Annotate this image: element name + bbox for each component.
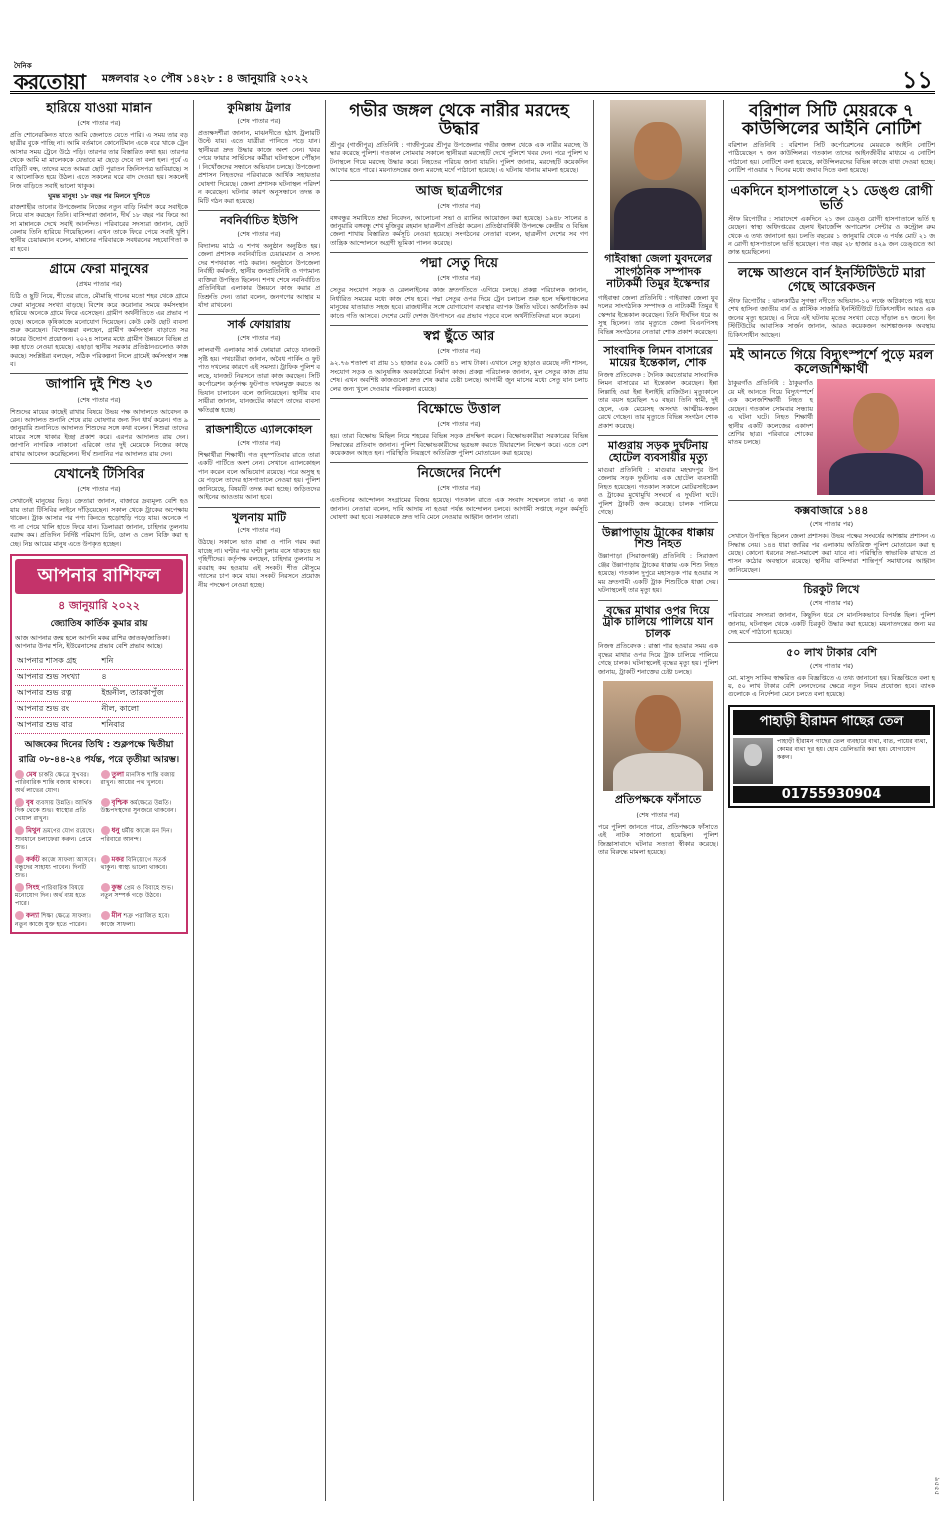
list-item [101,883,184,908]
article-body: এতদিনের আন্দোলন সংগ্রামের বিজয় হয়েছে। গতকাল রাতে এক সংবাদ সম্মেলনে তারা এ কথা জানান। নেতারা বলেন, দাবি আদায় না হওয়া পর্যন্ত আন্দোলন চলবে। আগামী সপ্তাহে নতুন কর্মসূচি ঘোষণা করা হবে। সরকারকে দ্রুত দাবি মেনে নেওয়ার আহ্বান জানান তারা। [330,496,588,522]
list-item [15,798,98,823]
article-old-man-truck [598,605,718,676]
list-item [101,770,184,795]
table-cell: শনিবার [100,717,183,733]
continuation-note: (শেষ পাতার পর) [809,599,854,608]
article-saarc-fountain [198,319,320,414]
article-headline: হারিয়ে যাওয়া মান্নান [46,101,152,116]
table-cell: আপনার শাসক গ্রহ [15,654,100,670]
continuation-note: (শেষ পাতার পর) [77,485,121,494]
table-cell: আপনার শুভ রত্ন [15,685,100,701]
article-headline: উল্লাপাড়ায় ট্রাকের ধাক্কায় শিশু নিহত [602,525,714,551]
article-headline: মই আনতে গিয়ে বিদ্যুৎস্পর্শে পুড়ে মরল কলেজশিক্ষার্থী [729,348,934,378]
sign-text: চাকরি ক্ষেত্রে সুখবর। পারিবারিক শান্তি বজায় থাকবে। অর্থ লাভের যোগ। [15,771,91,795]
zodiac-icon [15,883,24,892]
article-headline: পদ্মা সেতু দিয়ে [420,256,498,272]
table-cell: ৪ [100,669,183,685]
table-row [15,701,183,717]
article-body: প্রতি শোনেরকিনত যাতে আমি জেলাতে যেতে পারি। এ সময় তার বড় ছাত্রীর বুকে পাচ্ছি না। আমি বর্তমানে কোনেটিমান একে বরে খাকে ট্রেন আসার সময় ট্রেনে উঠে পড়ি। তারপর তার বিস্তারিত কথা হয়। তারপর থেকে আমি মা মালেককে যেভাবে মা ছেড়ে দেবে তা বলা হল। পূর্বে এ বাড়িটি বন্ধ, তাদের মতে আমরা ছোট পুরাতন জিনিসপত্র ভাবিয়াছে। সব আলোকিত হয়ে উঠল। এতে সকলের ঘরে বাদ দেওয়া হয়। সকলেই নিজ বাড়িতে সবাই ভালো থাকুক। [10,131,188,190]
column-5 [728,100,935,1501]
article-japani-shishu [10,378,188,458]
article-50-lakh [728,647,935,699]
article-coxsbazar-144 [728,505,935,574]
article-headline: আজ ছাত্রলীগের [415,183,503,199]
article-body: হয়। তারা বিক্ষোভ মিছিল নিয়ে শহরের বিভিন্ন সড়ক প্রদক্ষিণ করেন। বিক্ষোভকারীরা সরকারের বিভিন্ন সিদ্ধান্তের প্রতিবাদ জানান। পুলিশ বিক্ষোভকারীদের ছত্রভঙ্গ করতে টিয়ারশেল নিক্ষেপ করে। এতে বেশ কয়েকজন আহত হন। পরিস্থিতি নিয়ন্ত্রণে অতিরিক্ত পুলিশ মোতায়েন করা হয়েছে। [330,432,588,457]
sign-name: ধনু [111,826,120,835]
dateline: মঙ্গলবার ২০ পৌষ ১৪২৮ : ৪ জানুয়ারি ২০২২ [102,72,309,85]
sign-text: ব্যবসায় উন্নতি। আর্থিক দিক থেকে শুভ। স্বাস্থ্যের প্রতি খেয়াল রাখুন। [15,799,93,823]
article-body: স্টাফ রিপোর্টার : ঝালকাঠির সুগন্ধা নদীতে অভিযান-১০ লঞ্চে অগ্নিকাণ্ডে দগ্ধ হয়ে শেখ হাসিনা জাতীয় বার্ন ও প্লাস্টিক সার্জারি ইনস্টিটিউটে চিকিৎসাধীন আরও একজনের মৃত্যু হয়েছে। এ নিয়ে এই ঘটনায় মৃতের সংখ্যা বেড়ে দাঁড়াল ৪৭ জনে। ইনস্টিটিউটের আবাসিক সার্জন জানান, আরও কয়েকজন আশঙ্কাজনক অবস্থায় চিকিৎসাধীন আছেন। [728,296,935,339]
divider [728,579,935,580]
sign-name: তুলা [111,770,124,779]
zodiac-icon [101,855,110,864]
zodiac-icon [15,798,24,807]
continuation-note: (শেষ পাতার পর) [77,395,121,404]
portrait-photo [817,379,935,495]
article-headline: কুমিল্লায় ট্রলার [227,101,291,114]
ad-text: পাহাড়ী হীরামন গাছের তেল ব্যবহারে ব্যথা, বাত, পায়ের ব্যথা, কোমর ব্যথা দূর হয়। হোম ডেলিভারি করা হয়। যোগাযোগ করুন। [777,737,928,761]
article-body: উল্লাপাড়া (সিরাজগঞ্জ) প্রতিনিধি : সিরাজগঞ্জের উল্লাপাড়ায় ট্রাকের ধাক্কায় এক শিশু নিহত হয়েছে। গতকাল দুপুরে মহাসড়ক পার হওয়ার সময় দ্রুতগামী একটি ট্রাক শিশুটিকে ধাক্কা দেয়। ঘটনাস্থলেই তার মৃত্যু হয়। [598,552,718,595]
divider [330,462,588,463]
article-headline: একদিনে হাসপাতালে ২১ ডেঙ্গু রোগী ভর্তি [730,183,933,213]
continuation-note: (শেষ পাতার পর) [77,119,121,128]
article-headline: গভীর জঙ্গল থেকে নারীর মরদেহ উদ্ধার [349,101,569,140]
article-row [728,379,935,495]
horoscope-intro: আজ আপনার জন্ম হলে আপনি মকর রাশির জাতক/জাতিকা। আপনার উপর শনি, ইউরেনাসের প্রভাব বেশি প্রভাব আছে। [15,633,170,651]
continuation-note: (শেষ পাতার পর) [636,810,680,819]
article-electrocution [728,349,935,495]
article-body: শিক্ষার্থীরা শিক্ষার্থী। গত বৃহস্পতিবার রাতে তারা একটি পার্টিতে অংশ নেন। সেখানে এ্যালকোহল পান করেন বলে অভিযোগ রয়েছে। পরে অসুস্থ হয়ে পড়লে তাদের হাসপাতালে নেওয়া হয়। পুলিশ জানিয়েছে, বিষয়টি তদন্ত করা হচ্ছে। জড়িতদের আইনের আওতায় আনা হবে। [198,450,320,502]
article-headline: যেখানেই টিসিবির [53,467,145,483]
sign-name: মেষ [26,770,37,779]
photo-caption: প্রতিপক্ষকে ফাঁসাতে [614,793,702,807]
article-headline: ৫০ লাখ টাকার বেশি [786,645,877,659]
sign-name: মকর [111,855,125,864]
article-barisal-mayor [728,102,935,175]
article-headline: লক্ষে আগুনে বার্ন ইনস্টিটিউটে মারা গেছে আরেকজন [737,265,926,295]
ad-photo [733,738,773,784]
article-body: বঙ্গবন্ধুর সমাধিতে শ্রদ্ধা নিবেদন, আলোচনা সভা ও র‍্যালির আয়োজন করা হয়েছে। ১৯৪৮ সালের ৪ জানুয়ারি বঙ্গবন্ধু শেখ মুজিবুর রহমান ছাত্রলীগ প্রতিষ্ঠা করেন। প্রতিষ্ঠাবার্ষিকী উপলক্ষে কেন্দ্রীয় ও বিভিন্ন জেলা শাখায় বিস্তারিত কর্মসূচি নেওয়া হয়েছে। সংগঠনের নেতারা বলেন, ছাত্রলীগ দেশের সব গণতান্ত্রিক আন্দোলনে অগ্রণী ভূমিকা পালন করেছে। [330,213,588,247]
divider [330,325,588,326]
sign-name: বৃশ্চিক [111,798,128,807]
zodiac-icon [15,826,24,835]
article-body: সেতুর সংযোগ সড়ক ও রেললাইনের কাজ দ্রুতগতিতে এগিয়ে চলছে। প্রকল্প পরিচালক জানান, নির্ধারিত সময়ের মধ্যে কাজ শেষ হবে। পদ্মা সেতুর ওপর দিয়ে ট্রেন চলাচল শুরু হলে দক্ষিণাঞ্চলের মানুষের যাতায়াত সহজ হবে। রাজধানীর সঙ্গে যোগাযোগ ব্যবস্থার ব্যাপক উন্নতি ঘটবে। অর্থনৈতিক কর্মকাণ্ডে গতি আসবে। দেশের মোট দেশজ উৎপাদনে এর প্রভাব পড়বে বলে অর্থনীতিবিদরা মনে করেন। [330,286,588,320]
divider [598,522,718,523]
article-headline: গ্রামে ফেরা মানুষের [49,262,149,278]
article-body: বিদ্যালয় মাঠে এ শপথ অনুষ্ঠান অনুষ্ঠিত হয়। জেলা প্রশাসক নবনির্বাচিত চেয়ারম্যান ও সদস্যদের শপথবাক্য পাঠ করান। অনুষ্ঠানে উপজেলা নির্বাহী কর্মকর্তা, স্থানীয় জনপ্রতিনিধি ও গণ্যমান্য ব্যক্তিরা উপস্থিত ছিলেন। শপথ শেষে নবনির্বাচিত প্রতিনিধিরা এলাকার উন্নয়নে কাজ করার প্রতিশ্রুতি দেন। তারা বলেন, জনগণের আস্থার মর্যাদা রাখবেন। [198,241,320,309]
continuation-note: (শেষ পাতার পর) [237,438,281,447]
article-subhead: ঘুমন্ত মানুষ! ১৮ বছর পর মিলনে খুশিতে [48,192,150,201]
article-body: স্টাফ রিপোর্টার : সারাদেশে একদিনে ২১ জন ডেঙ্গু রোগী হাসপাতালে ভর্তি হয়েছেন। স্বাস্থ্য অধিদপ্তরের হেলথ ইমার্জেন্সি অপারেশন সেন্টার ও কন্ট্রোল রুম থেকে এ তথ্য জানানো হয়। চলতি বছরের ১ জানুয়ারি থেকে এ পর্যন্ত মোট ২১ জন রোগী হাসপাতালে ভর্তি হয়েছেন। গত বছর ২৮ হাজার ৪২৯ জন ডেঙ্গুতে আক্রান্ত হয়েছিলেন। [728,214,935,257]
continuation-note: (শেষ পাতার পর) [237,229,281,238]
article-grame-fera [10,263,188,368]
table-row [15,717,183,733]
article-swapno [330,330,588,393]
article-body: শিশুদের মায়ের কাছেই রাখার বিষয়ে উভয় পক্ষ আদালতে আবেদন করেন। আদালত শুনানি শেষে রায় ঘোষণার জন্য দিন ধার্য করেন। গত ৯ জানুয়ারি শুনানিতে আদালত শিশুদের সঙ্গে কথা বলেন। শিশুরা তাদের মায়ের সঙ্গে থাকার ইচ্ছা প্রকাশ করে। এরপর আদালত রায় দেন। জাপানি নাগরিক নাকানো এরিকো তার দুই মেয়েকে নিজের কাছে রাখার আবেদন করেছিলেন। দীর্ঘ শুনানির পর আদালত রায় দেন। [10,407,188,458]
article-chirkut [728,584,935,636]
divider [728,642,935,643]
face-shape [853,393,899,451]
article-launch-fire [728,267,935,339]
divider [598,340,718,341]
list-item [101,798,184,823]
continuation-note: (শেষ পাতার পর) [437,347,481,356]
column-separator [325,100,326,1501]
article-up-chairman [198,215,320,310]
table-row [15,669,183,685]
article-jungle-body [330,102,588,175]
divider [728,180,935,181]
article-body: গাইবান্ধা জেলা প্রতিনিধি : গাইবান্ধা জেলা যুবদলের সাংগঠনিক সম্পাদক ও নাট্যকর্মী তিমুর ইস্কেন্দার ইন্তেকাল করেছেন। তিনি দীর্ঘদিন ধরে অসুস্থ ছিলেন। তার মৃত্যুতে জেলা বিএনপিসহ বিভিন্ন সংগঠনের নেতারা শোক প্রকাশ করেছেন। [598,293,718,336]
horoscope-box [10,554,188,934]
article-headline: চিরকুট লিখে [803,583,860,597]
divider [598,600,718,601]
sign-name: মিথুন [26,826,41,835]
article-padma-bridge [330,257,588,320]
logo-small-text: দৈনিক [14,62,32,70]
column-4 [598,100,718,1501]
vertical-footer-text: ৯৫৫৫ [933,1476,941,1495]
continuation-note: (প্রথম পাতার পর) [76,280,122,289]
sign-text: মানসিক শান্তি বজায় রাখুন। আয়ের পথ খুলবে। [100,771,175,787]
continuation-note: (শেষ পাতার পর) [437,484,481,493]
article-dengue [728,185,935,257]
article-headline: রাজশাহীতে এ্যালকোহল [205,422,313,436]
list-item [15,826,98,851]
article-harie-jaoa [10,102,188,253]
column-separator [593,100,594,1501]
column-1 [10,100,188,1501]
sign-text: পারিবারিক বিষয়ে মনোযোগ দিন। অর্থ ব্যয় হতে পারে। [15,884,86,908]
table-row [15,654,183,670]
article-nijeder-nirdesh [330,467,588,521]
horoscope-lucky-table [15,654,183,734]
list-item [15,855,98,880]
article-body: পরিবারের সদস্যরা জানান, কিছুদিন ধরে সে মানসিকভাবে বিপর্যস্ত ছিল। পুলিশ জানায়, ঘটনাস্থল থেকে একটি চিরকুট উদ্ধার করা হয়েছে। ময়নাতদন্তের জন্য মরদেহ মর্গে পাঠানো হয়েছে। [728,611,935,637]
horoscope-date: ৪ জানুয়ারি ২০২২ [58,598,140,612]
article-body: পরে পুলিশ জানতে পারে, প্রতিপক্ষকে ফাঁসাতে এই নাটক সাজানো হয়েছিল। পুলিশ জিজ্ঞাসাবাদে ঘটনার সত্যতা স্বীকার করেছে। তার বিরুদ্ধে মামলা হয়েছে। [598,822,718,857]
article-body: প্রত্যক্ষদর্শীরা জানান, মাঝনদীতে হঠাৎ ট্রলারটি উল্টে যায়। এতে যাত্রীরা পানিতে পড়ে যান। স্থানীয়রা দ্রুত উদ্ধার কাজে অংশ নেন। খবর পেয়ে ফায়ার সার্ভিসের কর্মীরা ঘটনাস্থলে পৌঁছান। নিখোঁজদের সন্ধানে অভিযান চলছে। উপজেলা প্রশাসন নিহতদের পরিবারকে আর্থিক সহায়তার ঘোষণা দিয়েছে। জেলা প্রশাসক ঘটনাস্থল পরিদর্শন করেছেন। ঘটনার কারণ অনুসন্ধানে তদন্ত কমিটি গঠন করা হয়েছে। [198,128,320,205]
horoscope-title: আপনার রাশিফল [15,559,183,594]
divider [330,180,588,181]
logo-text: করতোয়া [14,69,85,94]
horoscope-signs [15,770,183,929]
divider [330,252,588,253]
article-body: শ্রীপুর (গাজীপুর) প্রতিনিধি : গাজীপুরের শ্রীপুর উপজেলার গভীর জঙ্গল থেকে এক নারীর মরদেহ উদ্ধার করেছে পুলিশ। গতকাল সোমবার সকালে স্থানীয়রা মরদেহটি দেখে পুলিশে খবর দেন। পরে পুলিশ ঘটনাস্থলে গিয়ে মরদেহ উদ্ধার করে। নিহতের পরিচয় জানা যায়নি। পুলিশ জানায়, মরদেহটি কয়েকদিন আগের হতে পারে। ময়নাতদন্তের জন্য মরদেহ মর্গে পাঠানো হয়েছে। এ ঘটনায় থানায় মামলা হয়েছে। [330,140,588,175]
shirt-shape [613,753,703,791]
table-cell: শনি [100,654,183,670]
shirt-shape [614,188,702,250]
article-headline: জাপানি দুই শিশু ২৩ [45,377,153,393]
face-shape [635,695,681,751]
divider [198,419,320,420]
article-body: লালবাগী এলাকার সার্ক ফোয়ারা মোড়ে যানজট সৃষ্টি হয়। পথচারীরা জানান, অবৈধ পার্কিং ও ফুটপাত দখলের কারণে এই সমস্যা। ট্রাফিক পুলিশ বলছে, যানজট নিরসনে তারা কাজ করছেন। সিটি কর্পোরেশন কর্তৃপক্ষ ফুটপাত দখলমুক্ত করতে অভিযান চালাবেন বলে জানিয়েছেন। স্থানীয় ব্যবসায়ীরা জানান, যানজটের কারণে তাদের ব্যবসা ক্ষতিগ্রস্ত হচ্ছে। [198,346,320,414]
article-body: সেখানে উপস্থিত ছিলেন জেলা প্রশাসক। উভয় পক্ষের সংঘর্ষের আশঙ্কায় প্রশাসন এ সিদ্ধান্ত নেয়। ১৪৪ ধারা জারির পর এলাকায় অতিরিক্ত পুলিশ মোতায়েন করা হয়েছে। কোনো ধরনের সভা-সমাবেশ করা যাবে না। পরিস্থিতি স্বাভাবিক রাখতে প্রশাসন কঠোর অবস্থানে রয়েছে। স্থানীয় বাসিন্দারা শান্তিপূর্ণ সমাধানের আহ্বান জানিয়েছেন। [728,532,935,574]
article-headline: নবনির্বাচিত ইউপি [220,213,298,227]
zodiac-icon [101,883,110,892]
article-headline: স্বপ্ন ছুঁতে আর [423,329,495,345]
article-body: নিজস্ব প্রতিবেদক : রাস্তা পার হওয়ার সময় এক বৃদ্ধের মাথার ওপর দিয়ে ট্রাক চালিয়ে পালিয়ে গেছে চালক। ঘটনাস্থলেই বৃদ্ধের মৃত্যু হয়। পুলিশ জানায়, ট্রাকটি শনাক্তের চেষ্টা চলছে। [598,642,718,676]
article-headline: সাংবাদিক লিমন বাসারের মায়ের ইন্তেকাল, শোক [603,344,713,370]
article-rajshahi-alcohol [198,424,320,502]
shirt-shape [829,453,923,495]
article-body: উঠছে। সকালে ভাত রান্না ও পানি গরম করা যাচ্ছে না। ঘণ্টার পর ঘণ্টা চুলায় বসে থাকতে হয় গৃহিণীদের। কর্তৃপক্ষ বলছেন, চাহিদার তুলনায় সরবরাহ কম হওয়ায় এই সংকট। শীত মৌসুমে গ্যাসের চাপ কমে যায়। সংকট নিরসনে প্রয়োজনীয় পদক্ষেপ নেওয়া হচ্ছে। [198,538,320,589]
sign-name: বৃষ [26,798,34,807]
zodiac-icon [101,798,110,807]
article-comilla-trawler [198,102,320,205]
sign-text: কাজে সাফল্য আসবে। বন্ধুদের সাহায্য পাবেন। দিনটি শুভ। [15,856,96,880]
article-body: সেখানেই মানুষের ভিড়। ক্রেতারা জানান, বাজারে দ্রব্যমূল্য বেশি হওয়ায় তারা টিসিবির লাইনে দাঁড়িয়েছেন। সকাল থেকে ট্রাকের অপেক্ষায় থাকেন। ট্রাক আসার পর পণ্য কিনতে হুড়োহুড়ি পড়ে যায়। অনেকে পণ্য না পেয়ে খালি হাতে ফিরে যান। ডিলাররা জানান, চাহিদার তুলনায় বরাদ্দ কম। প্রতিদিন নির্দিষ্ট পরিমাণ চিনি, ডাল ও তেল বিক্রি করা হচ্ছে। নিম্ন আয়ের মানুষ এতে উপকৃত হচ্ছেন। [10,497,188,548]
divider [728,500,935,501]
sign-text: ভ্রমণের যোগ রয়েছে। সাবধানে চলাফেরা করুন। প্রেমে শুভ। [15,827,95,851]
column-2 [198,100,320,1501]
article-headline: বরিশাল সিটি মেয়রকে ৭ কাউন্সিলের আইনি নোটিশ [742,101,921,140]
ad-body [733,738,930,784]
article-body: মাগুরা প্রতিনিধি : মাগুরার মহম্মদপুর উপজেলায় সড়ক দুর্ঘটনায় এক হোটেল ব্যবসায়ী নিহত হয়েছেন। গতকাল সকালে মোটরসাইকেল ও ট্রাকের মুখোমুখি সংঘর্ষে এ দুর্ঘটনা ঘটে। পুলিশ ট্রাকটি জব্দ করেছে। চালক পালিয়ে গেছে। [598,465,718,517]
article-headline: মাগুরায় সড়ক দুর্ঘটনায় হোটেল ব্যবসায়ীর মৃত্যু [607,439,709,464]
continuation-note: (শেষ পাতার পর) [437,420,481,429]
zodiac-icon [15,855,24,864]
table-cell: আপনার শুভ বার [15,717,100,733]
sign-text: ধর্মীয় কাজে মন দিন। পরিবারে আনন্দ। [100,827,172,843]
sign-name: কর্কট [26,855,40,864]
photo-caption: গাইবান্ধা জেলা যুবদলের সাংগঠনিক সম্পাদক নাট্যকর্মী তিমুর ইস্কেন্দার [604,252,712,291]
continuation-note: (শেষ পাতার পর) [809,520,854,529]
article-body: চিঠি ও ছুটি নিয়ে, শীতের রাতে, মৌমাছি গানের মতো শহর থেকে গ্রামে ফেরা মানুষের সংখ্যা বাড়ছে। বিশেষ করে করোনার সময়ে কর্মসংস্থান হারিয়ে অনেকে গ্রামে ফিরে এসেছেন। গ্রামীণ অর্থনীতিতে এর প্রভাব পড়ছে। অনেকে কৃষিকাজে মনোযোগ দিয়েছেন। কেউ কেউ ছোট ব্যবসা শুরু করেছেন। বিশেষজ্ঞরা বলছেন, গ্রামীণ কর্মসংস্থান বাড়াতে সরকারের উদ্যোগ প্রয়োজন। ২০২৪ সালের মধ্যে গ্রামীণ উন্নয়নে বিভিন্ন প্রকল্প হাতে নেওয়া হয়েছে। এছাড়া স্থানীয় সরকার প্রতিষ্ঠানগুলোও কাজ করছে। সংশ্লিষ্টরা বলছেন, সঠিক পরিকল্পনা নিলে গ্রামেই কর্মসংস্থান সম্ভব। [10,292,188,369]
zodiac-icon [101,911,110,920]
divider [330,398,588,399]
article-ullapara-truck [598,527,718,595]
continuation-note: (শেষ পাতার পর) [809,661,854,670]
table-cell: আপনার শুভ রং [15,701,100,717]
sign-name: মীন [111,911,122,920]
list-item [101,855,184,880]
divider [198,314,320,315]
sign-name: সিংহ [26,883,40,892]
list-item [101,826,184,851]
page-number: ১১ [901,65,933,94]
article-tcb [10,468,188,548]
table-row [15,685,183,701]
article-body: ঠাকুরগাঁও প্রতিনিধি : ঠাকুরগাঁওয়ে মই আনতে গিয়ে বিদ্যুৎস্পর্শে এক কলেজশিক্ষার্থী নিহত হয়েছেন। গতকাল সোমবার সন্ধ্যায় এ ঘটনা ঘটে। নিহত শিক্ষার্থী স্থানীয় একটি কলেজের একাদশ শ্রেণির ছাত্র। পরিবারে শোকের মাতম চলছে। [728,379,813,447]
newspaper-logo [14,60,85,94]
article-bikkhobh [330,403,588,457]
column-3 [330,100,588,1501]
divider [728,262,935,263]
table-cell: ইন্দ্রনীল, তারকাপুঁজ [100,685,183,701]
divider [728,344,935,345]
continuation-note: (শেষ পাতার পর) [237,526,281,535]
article-headline: কক্সবাজারে ১৪৪ [794,504,869,518]
column-separator [193,100,194,1501]
article-headline: সার্ক ফোয়ারায় [227,318,291,332]
article-chhatraleague [330,185,588,248]
masthead [10,60,935,94]
zodiac-icon [15,911,24,920]
zodiac-icon [101,770,110,779]
zodiac-icon [15,770,24,779]
horoscope-tithi: আজকের দিনের তিথি : শুক্লপক্ষে দ্বিতীয়া রাত্রি ০৮-৪৪-২৪ পর্যন্ত, পরে তৃতীয়া আরম্ভ। [18,739,180,765]
table-cell: নীল, কালো [100,701,183,717]
article-headline: খুলনায় মাটি [232,510,286,524]
article-headline: বৃদ্ধের মাথার ওপর দিয়ে ট্রাক চালিয়ে পালিয়ে যান চালক [602,603,714,641]
article-body: নিজস্ব প্রতিবেদক : দৈনিক করতোয়ার সাংবাদিক লিমন বাসারের মা ইন্তেকাল করেছেন। ইন্না লিল্লাহি ওয়া ইন্না ইলাইহি রাজিউন। মৃত্যুকালে তার বয়স হয়েছিল ৭০ বছর। তিনি স্বামী, দুই ছেলে, এক মেয়েসহ অসংখ্য আত্মীয়-স্বজন রেখে গেছেন। তার মৃত্যুতে বিভিন্ন সংগঠন শোক প্রকাশ করেছে। [598,370,718,430]
divider [198,507,320,508]
list-item [15,883,98,908]
article-body: মো. মাসুদ সাকিব স্বাক্ষরিত এক বিজ্ঞপ্তিতে এ তথ্য জানানো হয়। বিজ্ঞপ্তিতে বলা হয়, ৫০ লাখ টাকার বেশি লেনদেনের ক্ষেত্রে নতুন নিয়ম প্রযোজ্য হবে। ব্যাংকগুলোকে এ নির্দেশনা মেনে চলতে বলা হয়েছে। [728,673,935,699]
divider [598,435,718,436]
sign-text: শিক্ষা ক্ষেত্রে সাফল্য। নতুন কাজে যুক্ত হতে পারেন। [15,912,91,928]
portrait-photo [610,100,706,250]
article-magura-accident [598,440,718,516]
divider [10,258,188,259]
list-item [15,770,98,795]
divider [10,463,188,464]
article-khulna-mati [198,512,320,590]
face-shape [744,744,762,766]
divider [198,210,320,211]
zodiac-icon [101,826,110,835]
sign-text: কর্মক্ষেত্রে উন্নতি। উচ্চপদস্থদের সুনজরে থাকবেন। [100,799,177,815]
horoscope-author: জ্যোতিষ কার্তিক কুমার রায় [50,618,148,629]
sign-name: কুম্ভ [111,883,122,892]
article-body: বরিশাল প্রতিনিধি : বরিশাল সিটি কর্পোরেশনের মেয়রকে আইনি নোটিশ পাঠিয়েছেন ৭ জন কাউন্সিলর। গতকাল তাদের আইনজীবীর মাধ্যমে এ নোটিশ পাঠানো হয়। নোটিশে বলা হয়েছে, কাউন্সিলরদের বিভিন্ন কাজে বাধা দেওয়া হচ্ছে। নোটিশ পাওয়ার ৭ দিনের মধ্যে জবাব দিতে বলা হয়েছে। [728,140,935,175]
advertisement-box [728,705,935,808]
continuation-note: (শেষ পাতার পর) [237,334,281,343]
continuation-note: (শেষ পাতার পর) [437,274,481,283]
continuation-note: (শেষ পাতার পর) [237,116,281,125]
article-limon-basar [598,345,718,430]
article-body: রাজশাহীর তানোর উপজেলায় নিজের নতুন বাড়ি নির্মাণ করে সবাইকে নিয়ে বাস করছেন তিনি। বাসিন্দারা জানান, দীর্ঘ ১৮ বছর পর ফিরে আসা মান্নানকে দেখে সবাই আনন্দিত। পরিবারের সদস্যরা জানান, ছোটবেলায় তিনি হারিয়ে গিয়েছিলেন। এখন তাকে ফিরে পেয়ে সবাই খুশি। স্থানীয় চেয়ারম্যান বলেন, মান্নানের পরিবারকে সবধরনের সহযোগিতা করা হবে। [10,202,188,253]
list-item [15,911,98,928]
divider [10,373,188,374]
article-headline: নিজেদের নির্দেশ [417,466,501,482]
continuation-note: (শেষ পাতার পর) [437,201,481,210]
column-separator [723,100,724,1501]
sign-name: কন্যা [26,911,40,920]
article-body: ৯২.৭৬ শতাংশ বা প্রায় ১১ হাজার ৫০৯ কোটি ৪১ লাখ টাকা। এখানে সেতু ছাড়াও রয়েছে নদী শাসন, সংযোগ সড়ক ও আনুষঙ্গিক অবকাঠামো নির্মাণ কাজ। প্রকল্প পরিচালক জানান, মূল সেতুর কাজ প্রায় শেষ। এখন অবশিষ্ট কাজগুলো দ্রুত শেষ করার চেষ্টা চলছে। আগামী জুন মাসের মধ্যে সেতু যান চলাচলের জন্য খুলে দেওয়ার পরিকল্পনা রয়েছে। [330,359,588,393]
ad-phone-number: 01755930904 [733,786,930,803]
article-headline: বিক্ষোভে উত্তাল [417,402,501,418]
sign-text: প্রেম ও বিবাহে শুভ। নতুন সম্পর্ক গড়ে উঠবে। [100,884,174,900]
face-shape [634,122,682,180]
ad-title: পাহাড়ী হীরামন গাছের তেল [733,710,930,735]
sign-text: শত্রু পরাজিত হবে। কাজে সাফল্য। [100,912,170,928]
table-cell: আপনার শুভ সংখ্যা [15,669,100,685]
portrait-photo [603,681,713,791]
list-item [101,911,184,928]
sign-text: বিনিয়োগে সতর্ক থাকুন। স্বাস্থ্য ভালো থাকবে। [100,856,168,872]
